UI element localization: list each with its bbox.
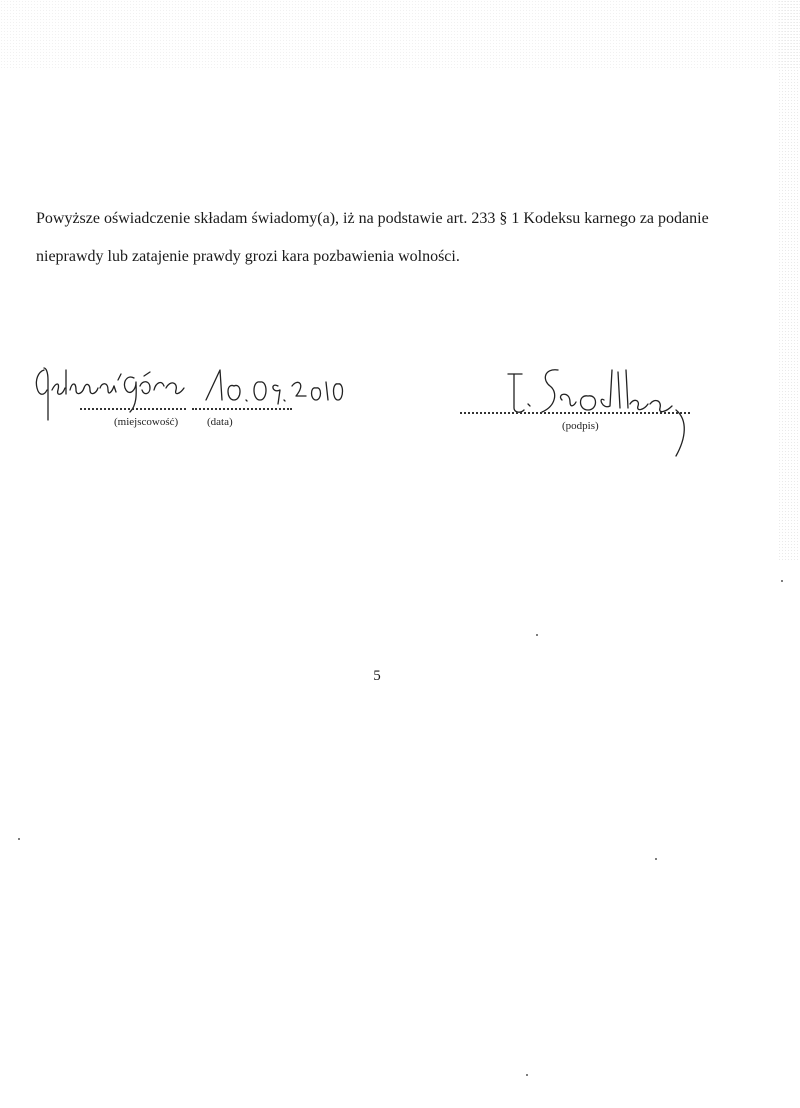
scan-speck	[18, 838, 20, 840]
scan-speck	[526, 1074, 528, 1076]
scan-speck	[655, 858, 657, 860]
page-number: 5	[373, 668, 381, 684]
place-date-handwriting	[30, 360, 350, 430]
scan-speck	[536, 634, 538, 636]
signature-handwriting	[500, 360, 700, 460]
scan-speck	[781, 580, 783, 582]
scan-texture-top	[0, 0, 800, 70]
place-caption: (miejscowość)	[114, 416, 179, 428]
date-dotted-line	[192, 408, 292, 410]
place-dotted-line	[80, 408, 186, 410]
statement-line-2: nieprawdy lub zatajenie prawdy grozi kara pozbawienia wolności.	[36, 248, 460, 265]
scan-texture-right	[778, 0, 800, 560]
statement-paragraph	[36, 200, 756, 276]
date-caption: (data)	[207, 416, 233, 428]
statement-line-1: Powyższe oświadczenie składam świadomy(a), iż na podstawie art. 233 § 1 Kodeksu karnego za podanie	[36, 210, 709, 227]
signature-dotted-line	[460, 412, 690, 414]
signature-caption: (podpis)	[562, 420, 599, 432]
